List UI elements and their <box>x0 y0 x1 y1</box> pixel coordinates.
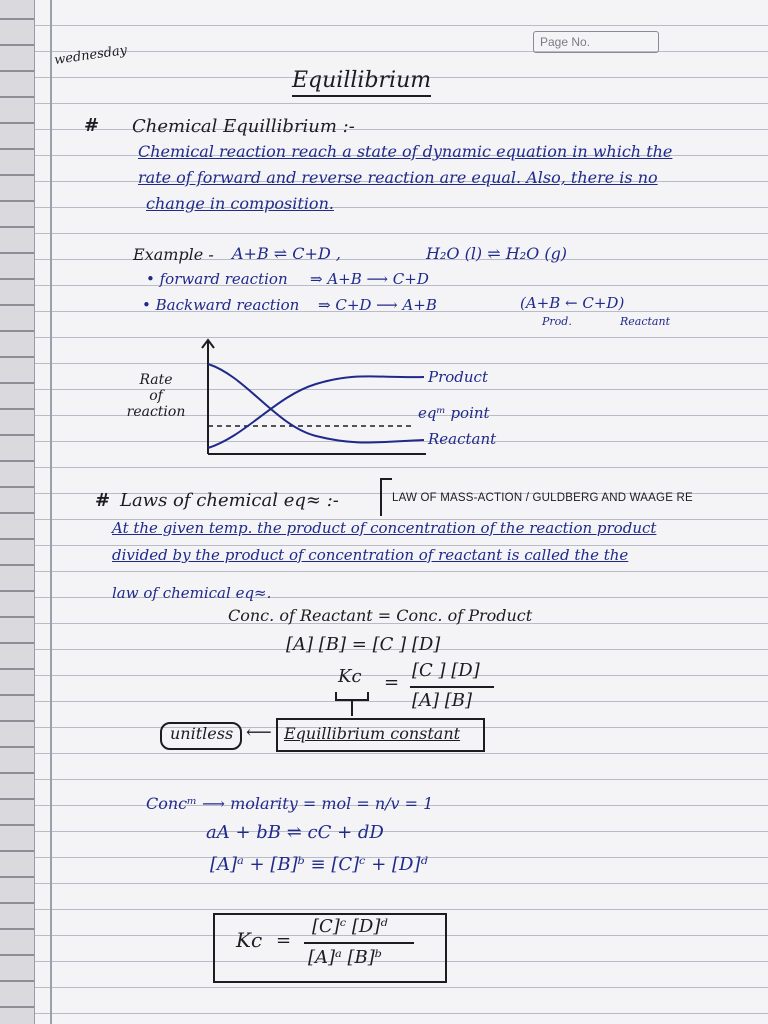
graph-y-label <box>116 372 196 420</box>
conc-molarity: Concᵐ ⟶ molarity = mol = n/v = 1 <box>146 794 434 813</box>
power-equality: [A]ᵃ + [B]ᵇ ≡ [C]ᶜ + [D]ᵈ <box>210 854 428 875</box>
kc-brace <box>332 690 372 718</box>
definition-line-2: rate of forward and reverse reaction are equal. Also, there is no <box>138 168 658 187</box>
unitless-label: unitless <box>170 724 234 743</box>
spiral-binding <box>0 0 35 1024</box>
kc-general-denominator: [A]ᵃ [B]ᵇ <box>308 947 382 968</box>
bracket-equality: [A] [B] = [C ] [D] <box>286 634 441 655</box>
left-arrow-icon: ⟵ <box>246 722 272 743</box>
kc-general-label: Kc <box>236 928 263 952</box>
kc-numerator: [C ] [D] <box>412 660 480 681</box>
law-def-line-3: law of chemical eq≈. <box>112 584 272 602</box>
graph-y-label-line-3: reaction <box>126 404 186 420</box>
kc-general-numerator: [C]ᶜ [D]ᵈ <box>312 916 388 937</box>
product-curve <box>208 376 424 448</box>
kc-equals: = <box>384 672 400 693</box>
example-label: Example - <box>133 245 214 264</box>
kc-label: Kc <box>338 666 362 687</box>
day-label: wednesday <box>53 42 128 69</box>
conc-equality: Conc. of Reactant = Conc. of Product <box>228 606 533 625</box>
forward-equation: ⇒ A+B ⟶ C+D <box>310 270 429 288</box>
kc-general-fraction-bar <box>304 942 414 944</box>
section2-heading: Laws of chemical eq≈ :- <box>120 490 339 511</box>
graph-y-label-line-2: of <box>149 388 163 404</box>
general-reaction: aA + bB ⇌ cC + dD <box>206 822 384 843</box>
backward-note: (A+B ← C+D) <box>520 294 625 312</box>
section1-heading: Chemical Equillibrium :- <box>132 116 355 137</box>
boxed-bracket <box>380 478 392 516</box>
eq-constant-label: Equillibrium constant <box>284 724 461 743</box>
definition-line-3: change in composition. <box>146 194 334 213</box>
law-def-line-1: At the given temp. the product of concentration of the reaction product <box>112 519 657 537</box>
forward-label: • forward reaction <box>146 270 288 288</box>
backward-label: • Backward reaction <box>142 296 300 314</box>
graph-product-label: Product <box>428 368 488 386</box>
graph-y-label-line-1: Rate <box>139 372 173 388</box>
margin-line <box>50 0 52 1024</box>
kc-denominator: [A] [B] <box>412 690 473 711</box>
page-number-box: Page No. <box>533 31 659 53</box>
prod-label: Prod. <box>542 315 572 328</box>
law-of-mass-action: LAW OF MASS-ACTION / GULDBERG AND WAAGE RE <box>392 492 693 504</box>
kc-general-equals: = <box>276 930 292 951</box>
reactant-note-label: Reactant <box>620 315 670 328</box>
section1-bullet: # <box>84 115 100 136</box>
backward-equation: ⇒ C+D ⟶ A+B <box>318 296 437 314</box>
example-2: H₂O (l) ⇌ H₂O (g) <box>426 244 568 263</box>
graph-eq-point-label: eqᵐ point <box>418 404 490 422</box>
law-def-line-2: divided by the product of concentration of reactant is called the the <box>112 546 629 564</box>
graph-reactant-label: Reactant <box>428 430 497 448</box>
example-1: A+B ⇌ C+D , <box>232 244 341 263</box>
definition-line-1: Chemical reaction reach a state of dynamic equation in which the <box>138 142 673 161</box>
kc-fraction-bar <box>410 686 494 688</box>
section2-bullet: # <box>95 490 111 511</box>
page-title: Equillibrium <box>292 68 431 97</box>
